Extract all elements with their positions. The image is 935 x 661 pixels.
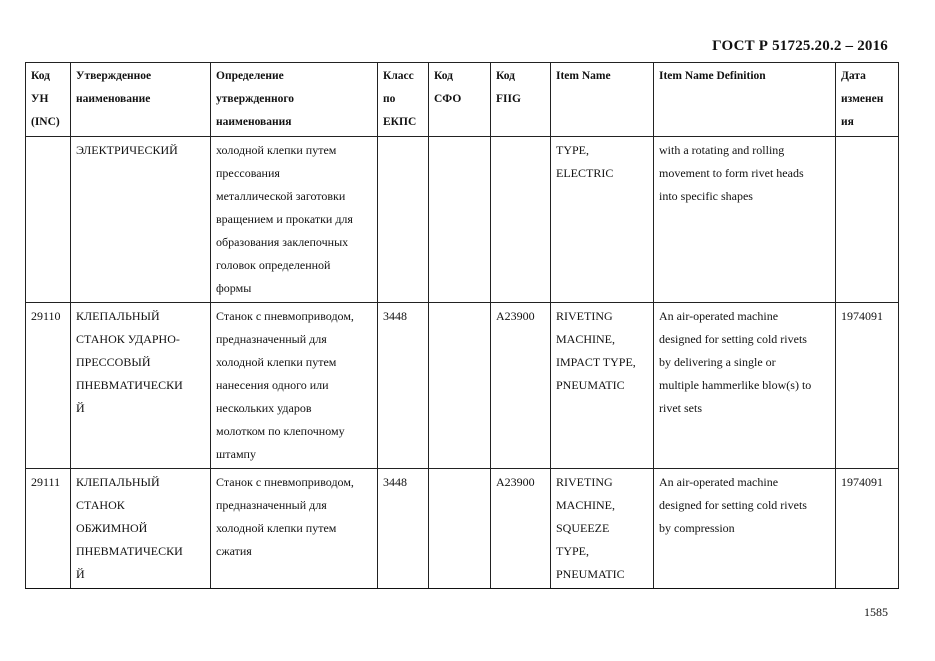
column-header-line: утвержденного — [216, 93, 295, 105]
cell-line: вращением и прокатки для — [216, 212, 353, 226]
column-header-line: Код — [434, 70, 454, 82]
cell-item-def — [654, 469, 836, 589]
column-header-line: Код — [496, 70, 516, 82]
column-header-line: ЕКПС — [383, 116, 417, 128]
column-header-line: изменен — [841, 93, 884, 105]
cell-line: холодной клепки путем — [216, 355, 337, 369]
column-header-sfo — [429, 63, 491, 137]
cell-line: штампу — [216, 447, 256, 461]
column-header-line: по — [383, 93, 396, 105]
cell-line: 3448 — [383, 309, 407, 323]
document-title: ГОСТ Р 51725.20.2 – 2016 — [712, 38, 888, 54]
cell-line: by delivering a single or — [659, 355, 776, 369]
cell-line: холодной клепки путем — [216, 143, 337, 157]
cell-line: Станок с пневмоприводом, — [216, 475, 354, 489]
column-header-line: FIIG — [496, 93, 521, 105]
cell-definition — [211, 137, 378, 303]
cell-line: СТАНОК УДАРНО- — [76, 332, 180, 346]
cell-item-def — [654, 303, 836, 469]
table-row — [26, 303, 899, 469]
cell-line: КЛЕПАЛЬНЫЙ — [76, 309, 160, 323]
cell-line: предназначенный для — [216, 332, 327, 346]
cell-line: with a rotating and rolling — [659, 143, 785, 157]
cell-line: холодной клепки путем — [216, 521, 337, 535]
column-header-change-date — [836, 63, 899, 137]
cell-line: металлической заготовки — [216, 189, 346, 203]
cell-line: TYPE, — [556, 544, 589, 558]
column-header-line: СФО — [434, 93, 462, 105]
cell-line: IMPACT TYPE, — [556, 355, 636, 369]
cell-line: TYPE, — [556, 143, 589, 157]
table-row — [26, 469, 899, 589]
cell-line: молотком по клепочному — [216, 424, 345, 438]
cell-line: ELECTRIC — [556, 166, 614, 180]
cell-line: Й — [76, 567, 85, 581]
cell-date — [836, 469, 899, 589]
cell-line: PNEUMATIC — [556, 567, 625, 581]
catalog-table — [25, 62, 899, 589]
cell-sfo — [429, 137, 491, 303]
column-header-line: (INC) — [31, 116, 60, 128]
cell-name — [71, 303, 211, 469]
cell-sfo — [429, 303, 491, 469]
cell-line: into specific shapes — [659, 189, 753, 203]
column-header-line: Класс — [383, 70, 414, 82]
column-header-line: ия — [841, 116, 854, 128]
column-header-name — [71, 63, 211, 137]
cell-line: прессования — [216, 166, 280, 180]
cell-item-name — [551, 137, 654, 303]
cell-line: нанесения одного или — [216, 378, 329, 392]
column-header-line: Определение — [216, 70, 284, 82]
cell-line: A23900 — [496, 475, 535, 489]
cell-line: MACHINE, — [556, 498, 615, 512]
column-header-line: Item Name Definition — [659, 70, 766, 82]
column-header-definition — [211, 63, 378, 137]
cell-line: ОБЖИМНОЙ — [76, 521, 148, 535]
column-header-item-name — [551, 63, 654, 137]
cell-code — [26, 303, 71, 469]
cell-ekps — [378, 137, 429, 303]
cell-date — [836, 303, 899, 469]
cell-code — [26, 469, 71, 589]
cell-line: КЛЕПАЛЬНЫЙ — [76, 475, 160, 489]
cell-line: ЭЛЕКТРИЧЕСКИЙ — [76, 143, 178, 157]
table-row — [26, 137, 899, 303]
column-header-item-definition — [654, 63, 836, 137]
column-header-line: Дата — [841, 70, 866, 82]
cell-definition — [211, 469, 378, 589]
cell-line: An air-operated machine — [659, 309, 779, 323]
cell-date — [836, 137, 899, 303]
cell-line: PNEUMATIC — [556, 378, 625, 392]
cell-line: multiple hammerlike blow(s) to — [659, 378, 812, 392]
column-header-code — [26, 63, 71, 137]
cell-line: СТАНОК — [76, 498, 125, 512]
table-body — [26, 137, 899, 589]
cell-sfo — [429, 469, 491, 589]
cell-line: An air-operated machine — [659, 475, 779, 489]
cell-line: Й — [76, 401, 85, 415]
column-header-fiig — [491, 63, 551, 137]
cell-definition — [211, 303, 378, 469]
cell-line: designed for setting cold rivets — [659, 332, 807, 346]
cell-line: ПНЕВМАТИЧЕСКИ — [76, 544, 183, 558]
column-header-line: Item Name — [556, 70, 611, 82]
cell-line: by compression — [659, 521, 735, 535]
cell-ekps — [378, 469, 429, 589]
cell-line: designed for setting cold rivets — [659, 498, 807, 512]
cell-fiig — [491, 137, 551, 303]
column-header-line: УН — [31, 93, 49, 105]
cell-item-def — [654, 137, 836, 303]
cell-fiig — [491, 469, 551, 589]
cell-line: 1974091 — [841, 475, 883, 489]
cell-line: movement to form rivet heads — [659, 166, 804, 180]
cell-name — [71, 469, 211, 589]
cell-line: сжатия — [216, 544, 252, 558]
cell-line: RIVETING — [556, 475, 613, 489]
cell-ekps — [378, 303, 429, 469]
cell-line: ПРЕССОВЫЙ — [76, 355, 151, 369]
cell-line: 1974091 — [841, 309, 883, 323]
cell-line: rivet sets — [659, 401, 702, 415]
cell-line: MACHINE, — [556, 332, 615, 346]
column-header-ekps — [378, 63, 429, 137]
cell-line: Станок с пневмоприводом, — [216, 309, 354, 323]
column-header-line: Утвержденное — [76, 70, 152, 82]
cell-line: 29111 — [31, 475, 61, 489]
cell-line: 29110 — [31, 309, 61, 323]
cell-line: головок определенной — [216, 258, 331, 272]
cell-line: образования заклепочных — [216, 235, 349, 249]
cell-item-name — [551, 469, 654, 589]
cell-line: 3448 — [383, 475, 407, 489]
cell-line: формы — [216, 281, 252, 295]
cell-item-name — [551, 303, 654, 469]
cell-line: SQUEEZE — [556, 521, 610, 535]
table-header-row — [26, 63, 899, 137]
cell-line: нескольких ударов — [216, 401, 312, 415]
column-header-line: наименование — [76, 93, 151, 105]
column-header-line: наименования — [216, 116, 292, 128]
column-header-line: Код — [31, 70, 51, 82]
cell-name — [71, 137, 211, 303]
cell-code — [26, 137, 71, 303]
cell-fiig — [491, 303, 551, 469]
cell-line: A23900 — [496, 309, 535, 323]
cell-line: ПНЕВМАТИЧЕСКИ — [76, 378, 183, 392]
page-number: 1585 — [864, 605, 888, 619]
cell-line: RIVETING — [556, 309, 613, 323]
cell-line: предназначенный для — [216, 498, 327, 512]
